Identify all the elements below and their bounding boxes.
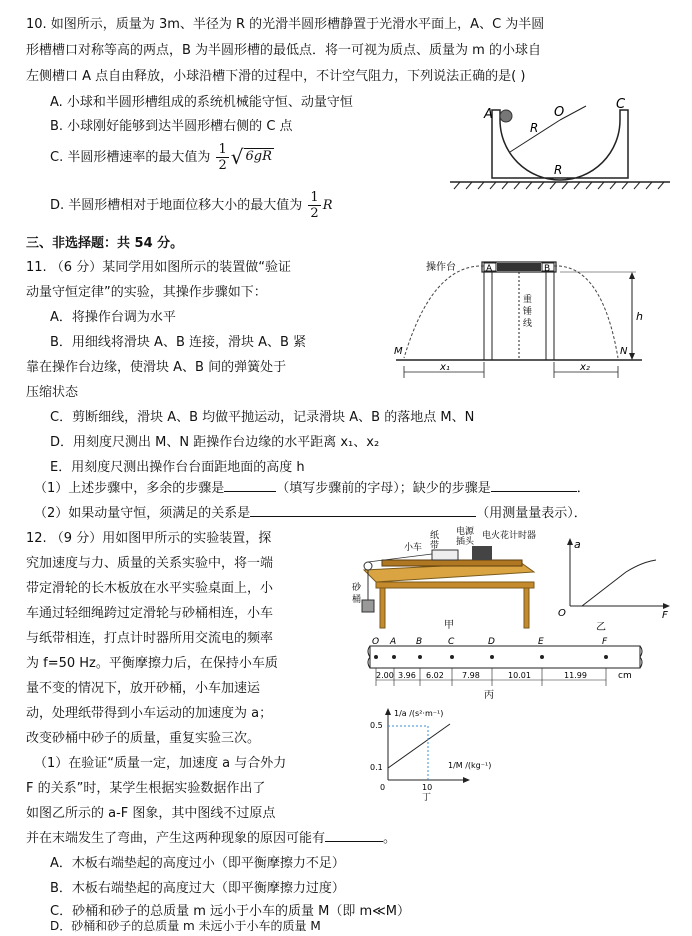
q12-line9: 改变砂桶中砂子的质量，重复实验三次。 bbox=[26, 731, 261, 746]
q11-label-x2: x₂ bbox=[580, 362, 590, 373]
q11-line1: 11. （6 分）某同学用如图所示的装置做“验证 bbox=[26, 260, 291, 275]
jia-label-bucket-1: 砂 bbox=[352, 583, 362, 593]
q10-line3: 左侧槽口 A 点自由释放，小球沿槽下滑的过程中，不计空气阻力，下列说法正确的是( ) bbox=[26, 69, 526, 84]
q12-line6: 为 f=50 Hz。平衡摩擦力后，在保持小车质 bbox=[26, 656, 278, 671]
q12-line1: 12. （9 分）用如图甲所示的实验装置，探 bbox=[26, 531, 272, 546]
q10-label-r2: R bbox=[554, 163, 563, 177]
q10-option-c-sqrt: √ 6gR bbox=[230, 145, 272, 170]
bing-dist-3: 7.98 bbox=[462, 671, 480, 680]
q11-step-a: A．将操作台调为水平 bbox=[50, 310, 176, 325]
q12-inverse-graph bbox=[366, 706, 492, 803]
ding-ylabel: 1/a /(s²·m⁻¹) bbox=[394, 709, 444, 718]
q12-line5: 与纸带相连，打点计时器所用交流电的频率 bbox=[26, 631, 274, 646]
q11-label-m: M bbox=[394, 346, 403, 357]
q12-line8: 动，处理纸带得到小车运动的加速度为 a； bbox=[26, 706, 273, 721]
ding-y1: 0.5 bbox=[370, 721, 383, 730]
bing-caption: 丙 bbox=[484, 690, 494, 701]
bing-dist-5: 11.99 bbox=[564, 671, 587, 680]
ding-origin: 0 bbox=[380, 783, 386, 792]
bing-label-1: A bbox=[390, 637, 397, 647]
q11-platform-figure bbox=[392, 254, 654, 382]
q12-line3: 带定滑轮的长木板放在水平实验桌面上，小 bbox=[26, 581, 274, 596]
jia-label-paper-2: 带 bbox=[430, 541, 440, 551]
q12-tape-figure bbox=[362, 636, 662, 704]
yi-label-f: F bbox=[662, 610, 668, 621]
q11-plumb-2: 锤 bbox=[523, 307, 533, 317]
q10-option-d-text: D. 半圆形槽相对于地面位移大小的最大值为 bbox=[50, 198, 303, 213]
q10-option-c bbox=[50, 142, 274, 173]
q12-apparatus-figure bbox=[352, 522, 542, 634]
q11-step-b1: B．用细线将滑块 A、B 连接，滑块 A、B 紧 bbox=[50, 335, 307, 350]
ding-xlabel: 1/M /(kg⁻¹) bbox=[448, 761, 492, 770]
q10-label-c: C bbox=[616, 97, 626, 112]
q10-option-d: D. 半圆形槽相对于地面位移大小的最大值为 $\frac{1}{2}$ R bbox=[50, 190, 333, 221]
q11-plumb-3: 线 bbox=[523, 319, 533, 329]
q10-line2: 形槽槽口对称等高的两点，B 为半圆形槽的最低点．将一可视为质点、质量为 m 的小球自 bbox=[26, 43, 541, 58]
jia-caption: 甲 bbox=[444, 620, 454, 631]
bing-dist-1: 3.96 bbox=[398, 671, 416, 680]
q11-step-d: D．用刻度尺测出 M、N 距操作台边缘的水平距离 x₁、x₂ bbox=[50, 435, 380, 450]
q12-option-c: C．砂桶和砂子的总质量 m 远小于小车的质量 M（即 m≪M） bbox=[50, 904, 410, 919]
q11-sub1: （1）上述步骤中，多余的步骤是 （填写步骤前的字母）；缺少的步骤是 ． bbox=[34, 481, 590, 496]
bing-unit: cm bbox=[618, 671, 632, 681]
ding-y2: 0.1 bbox=[370, 763, 383, 772]
q11-label-h: h bbox=[636, 310, 643, 323]
q10-option-c-fraction: $\frac{1}{2}$ bbox=[218, 142, 227, 173]
bing-label-3: C bbox=[448, 637, 455, 647]
q12-a-f-graph bbox=[556, 536, 676, 636]
q10-line1: 10. 如图所示，质量为 3m、半径为 R 的光滑半圆形槽静置于光滑水平面上，A、C 为半圆 bbox=[26, 17, 545, 32]
q12-line11: F 的关系”时，某学生根据实验数据作出了 bbox=[26, 781, 266, 796]
jia-label-plug-1: 电源 bbox=[456, 527, 475, 537]
q10-label-r1: R bbox=[530, 121, 539, 135]
q11-label-n: N bbox=[620, 346, 628, 357]
q11-answer-blank-2[interactable] bbox=[491, 491, 577, 492]
q11-plumb-1: 重 bbox=[523, 295, 533, 305]
q12-line7: 量不变的情况下，放开砂桶，小车加速运 bbox=[26, 681, 261, 696]
q11-label-b: B bbox=[544, 264, 551, 274]
jia-label-paper-1: 纸 bbox=[430, 531, 440, 541]
q12-line4: 车通过轻细绳跨过定滑轮与砂桶相连，小车 bbox=[26, 606, 274, 621]
bing-label-6: F bbox=[602, 637, 608, 647]
yi-label-a: a bbox=[574, 538, 581, 551]
q10-option-c-text: C. 半圆形槽速率的最大值为 bbox=[50, 150, 211, 165]
q12-option-a: A．木板右端垫起的高度过小（即平衡摩擦力不足） bbox=[50, 856, 345, 871]
q10-label-o: O bbox=[554, 105, 565, 120]
bing-dist-4: 10.01 bbox=[508, 671, 531, 680]
q11-sub2: （2）如果动量守恒，须满足的关系是 （用测量量表示）． bbox=[34, 506, 587, 521]
yi-label-o: O bbox=[558, 608, 566, 619]
q11-step-c: C．剪断细线，滑块 A、B 均做平抛运动，记录滑块 A、B 的落地点 M、N bbox=[50, 410, 475, 425]
bing-label-2: B bbox=[416, 637, 423, 647]
q10-option-b: B. 小球刚好能够到达半圆形槽右侧的 C 点 bbox=[50, 119, 293, 134]
bing-dist-2: 6.02 bbox=[426, 671, 444, 680]
q11-step-e: E．用刻度尺测出操作台台面距地面的高度 h bbox=[50, 460, 305, 475]
section-3-heading: 三、非选择题：共 54 分。 bbox=[26, 236, 184, 251]
q11-answer-blank-1[interactable] bbox=[224, 491, 276, 492]
q11-answer-blank-3[interactable] bbox=[250, 516, 476, 517]
q12-answer-blank[interactable] bbox=[325, 841, 383, 842]
q11-step-b2: 靠在操作台边缘，使滑块 A、B 间的弹簧处于 bbox=[26, 360, 287, 375]
bing-label-0: O bbox=[372, 637, 380, 647]
jia-label-cart: 小车 bbox=[404, 543, 423, 553]
q12-option-d: D．砂桶和砂子的总质量 m 未远小于小车的质量 M bbox=[50, 919, 321, 933]
bing-label-5: E bbox=[538, 637, 544, 647]
ding-x1: 10 bbox=[422, 783, 433, 792]
q12-line12: 如图乙所示的 a-F 图象，其中图线不过原点 bbox=[26, 806, 276, 821]
q11-label-a: A bbox=[486, 264, 493, 274]
q11-label-x1: x₁ bbox=[440, 362, 450, 373]
q12-option-b: B．木板右端垫起的高度过大（即平衡摩擦力过度） bbox=[50, 881, 345, 896]
ball-icon bbox=[500, 110, 512, 122]
q11-line2: 动量守恒定律”的实验，其操作步骤如下： bbox=[26, 285, 267, 300]
q12-line13: 并在末端发生了弯曲，产生这两种现象的原因可能有 。 bbox=[26, 831, 397, 846]
q12-line10: （1）在验证“质量一定，加速度 a 与合外力 bbox=[34, 756, 287, 771]
jia-label-timer: 电火花计时器 bbox=[482, 531, 537, 541]
q10-label-a: A bbox=[484, 107, 493, 122]
q10-option-a: A. 小球和半圆形槽组成的系统机械能守恒、动量守恒 bbox=[50, 95, 353, 110]
q10-groove-figure bbox=[440, 92, 680, 204]
jia-label-plug-2: 插头 bbox=[456, 537, 475, 547]
ding-caption: 丁 bbox=[422, 793, 432, 803]
yi-caption: 乙 bbox=[596, 622, 606, 633]
q11-step-b3: 压缩状态 bbox=[26, 385, 79, 400]
bing-label-4: D bbox=[488, 637, 495, 647]
bing-dist-0: 2.00 bbox=[376, 671, 394, 680]
q12-line2: 究加速度与力、质量的关系实验中，将一端 bbox=[26, 556, 274, 571]
jia-label-bucket-2: 桶 bbox=[352, 595, 362, 605]
q11-label-platform: 操作台 bbox=[426, 262, 456, 273]
q10-option-d-fraction: $\frac{1}{2}$ bbox=[310, 190, 319, 221]
